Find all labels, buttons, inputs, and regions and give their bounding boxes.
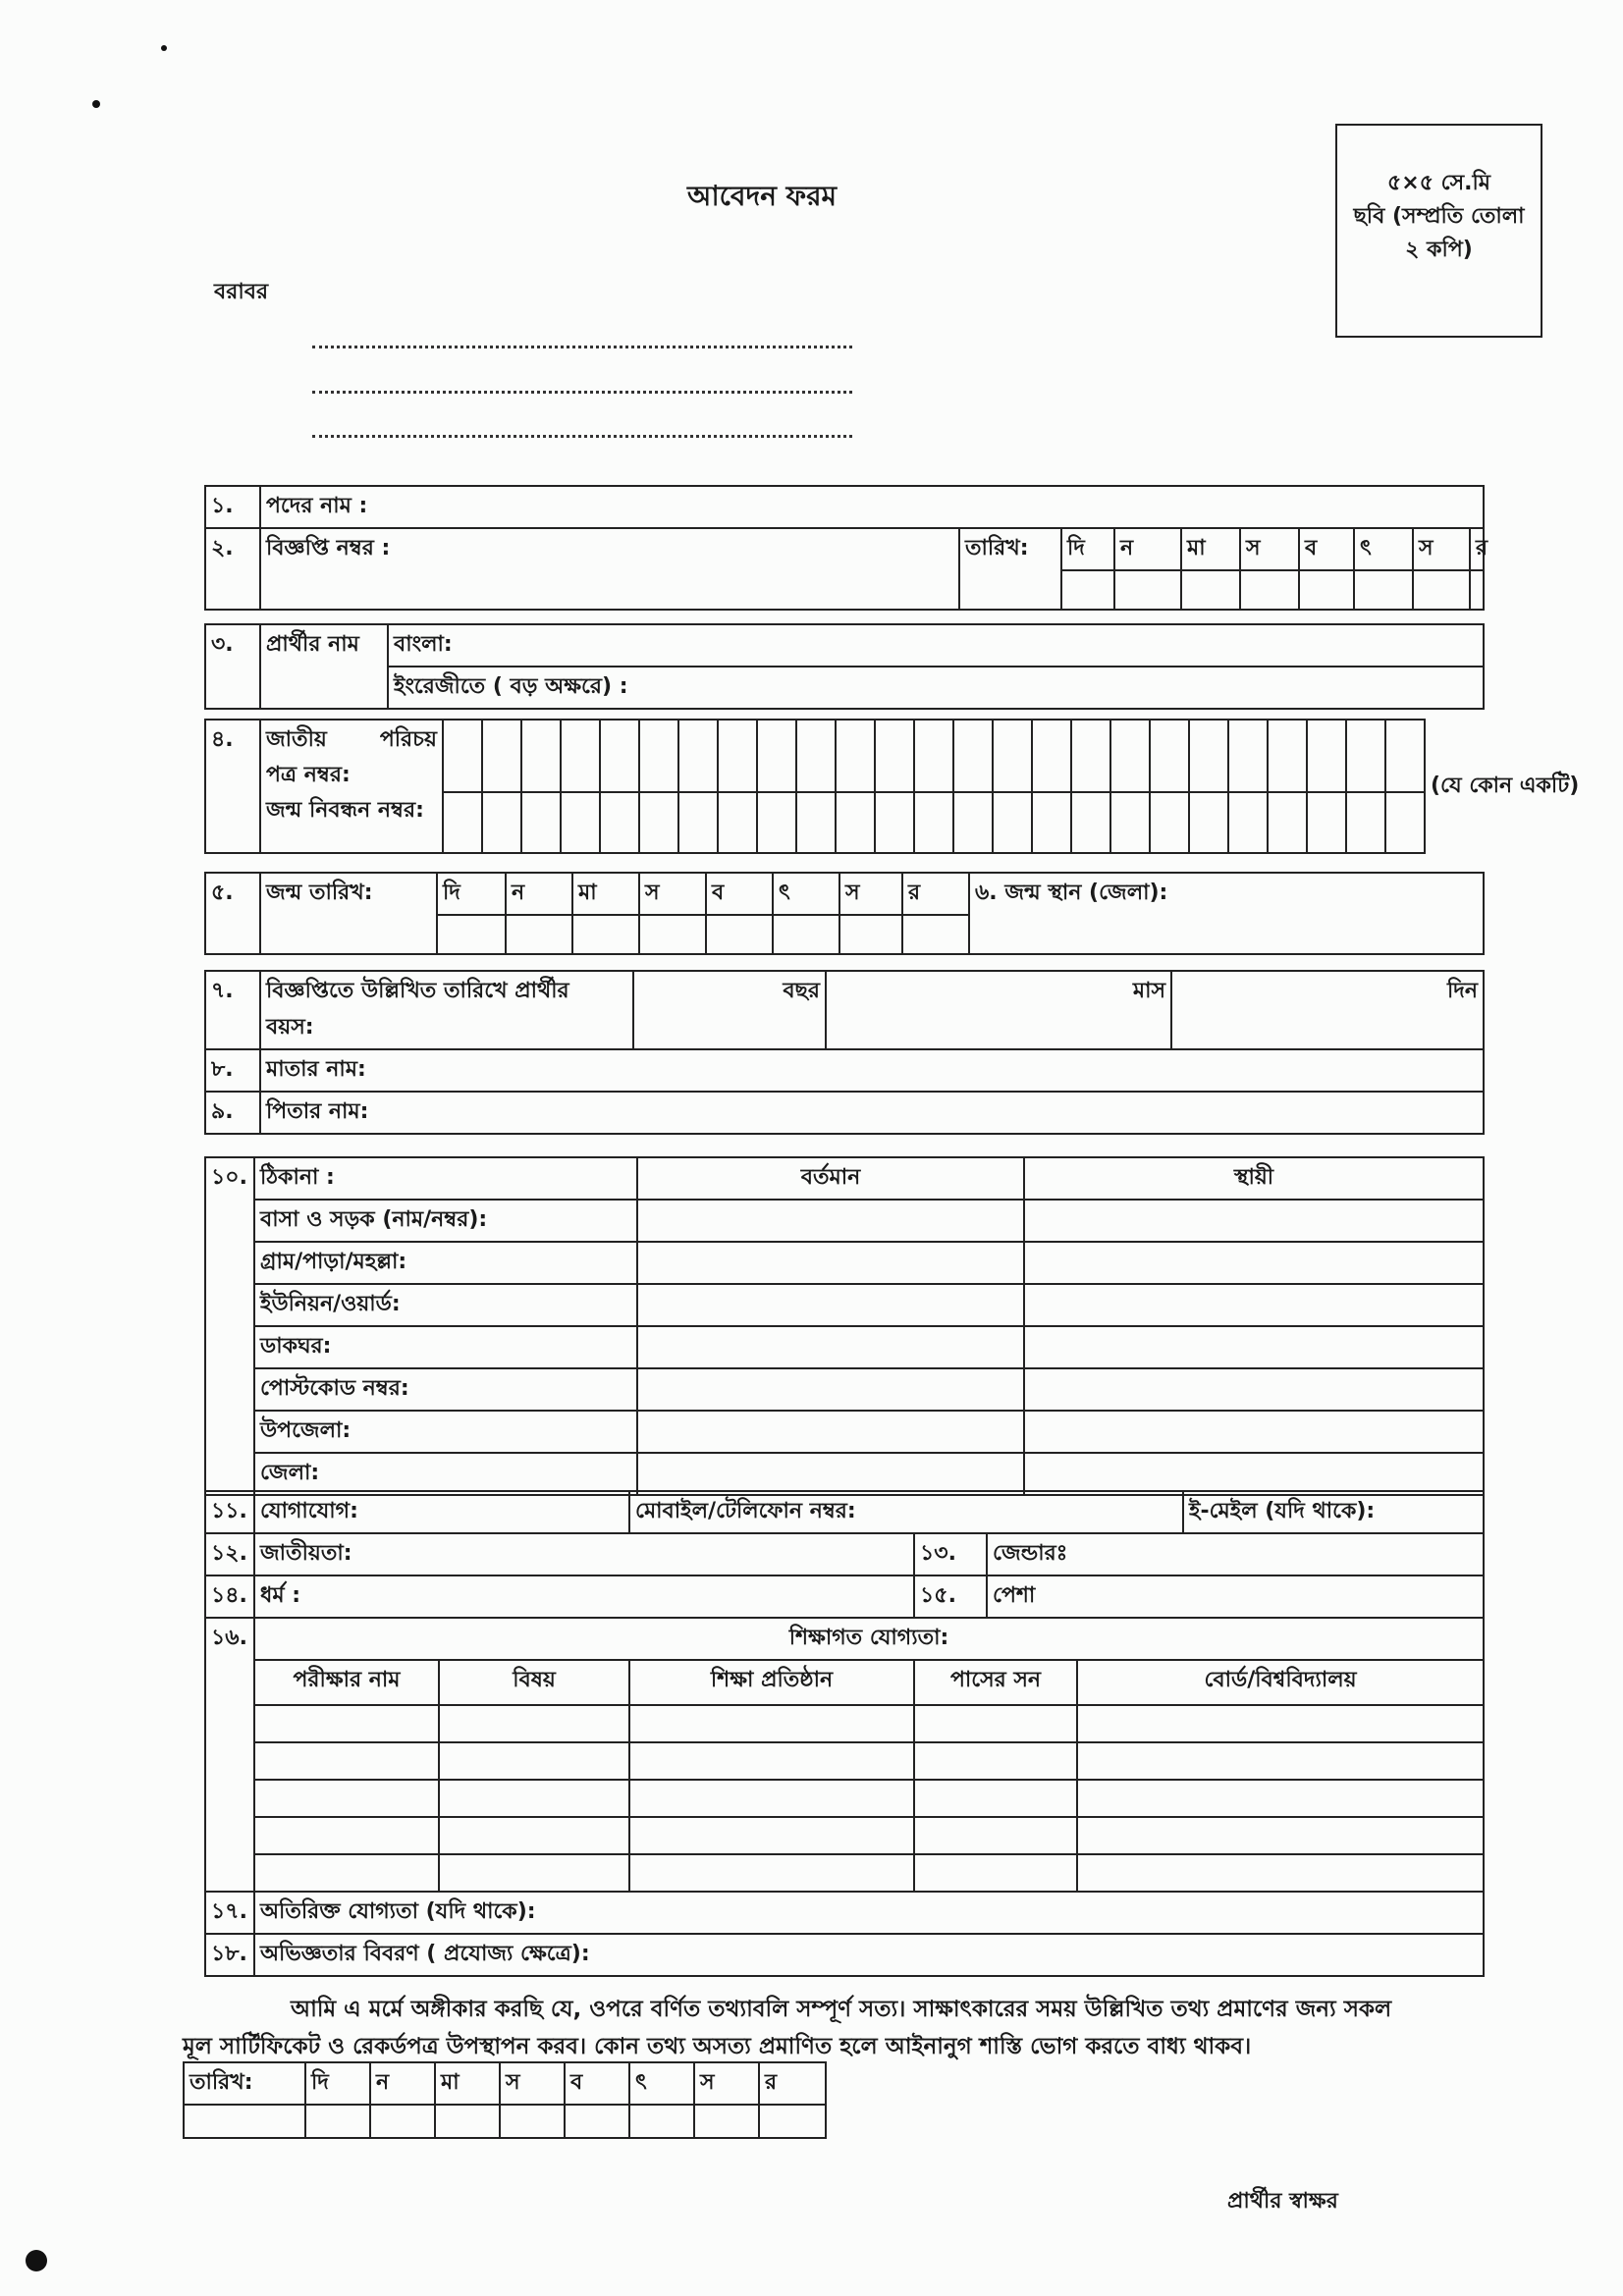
- nid-digit-cell[interactable]: [600, 720, 639, 792]
- birth-reg-digit-cell[interactable]: [1228, 792, 1268, 853]
- date-input-cell[interactable]: [694, 2105, 759, 2138]
- date-letter: ৎ: [629, 2062, 694, 2105]
- date-letter: মা: [572, 873, 639, 915]
- date-letter: স: [639, 873, 706, 915]
- education-cell[interactable]: [1077, 1705, 1484, 1742]
- id-label-word2: পরিচয়: [379, 727, 437, 752]
- birth-reg-digit-cell[interactable]: [639, 792, 678, 853]
- address-row-label: উপজেলা:: [254, 1411, 637, 1453]
- education-cell[interactable]: [439, 1780, 629, 1817]
- education-cell[interactable]: [629, 1705, 914, 1742]
- present-address-input[interactable]: [637, 1453, 1024, 1495]
- address-row-label: ইউনিয়ন/ওয়ার্ড:: [254, 1284, 637, 1326]
- field-16-number: ১৬.: [205, 1618, 254, 1892]
- signature-label: প্রার্থীর স্বাক্ষর: [1227, 2189, 1338, 2214]
- email-field[interactable]: [1183, 1491, 1484, 1533]
- date-letter: স: [694, 2062, 759, 2105]
- nid-digit-cell[interactable]: [639, 720, 678, 792]
- nid-digit-cell[interactable]: [1150, 720, 1189, 792]
- date-letter: ব: [1299, 528, 1354, 570]
- gender-label: জেন্ডারঃ: [993, 1541, 1068, 1566]
- birth-reg-digit-cell[interactable]: [482, 792, 521, 853]
- date-input-cell[interactable]: [565, 2105, 629, 2138]
- name-english-label: ইংরেজীতে ( বড় অক্ষরে) :: [394, 674, 628, 699]
- ink-dot: [161, 45, 167, 51]
- date-letter: মা: [435, 2062, 500, 2105]
- date-input-cell[interactable]: [572, 915, 639, 954]
- form-title: আবেদন ফরম: [687, 180, 838, 212]
- id-label: [260, 720, 443, 853]
- photo-size-label: ৫×৫ সে.মি: [1387, 171, 1490, 195]
- nid-digit-cell[interactable]: [1268, 720, 1307, 792]
- birth-reg-digit-cell[interactable]: [914, 792, 953, 853]
- father-name-label: পিতার নাম:: [266, 1099, 369, 1124]
- birth-reg-digit-cell[interactable]: [443, 792, 482, 853]
- name-english-field[interactable]: [388, 667, 1484, 709]
- education-cell[interactable]: [914, 1742, 1077, 1780]
- birth-reg-digit-cell[interactable]: [1110, 792, 1150, 853]
- field-11-number: ১১.: [205, 1491, 254, 1533]
- date-input-cell[interactable]: [902, 915, 969, 954]
- mother-name-field[interactable]: [260, 1049, 1484, 1092]
- field-1-number: ১.: [205, 486, 260, 528]
- date-letter: ব: [565, 2062, 629, 2105]
- address-row-label: ডাকঘর:: [254, 1326, 637, 1368]
- birth-place-field[interactable]: [969, 873, 1484, 954]
- date-input-cell[interactable]: [706, 915, 773, 954]
- email-label: ই-মেইল (যদি থাকে):: [1189, 1499, 1376, 1523]
- date-input-cell[interactable]: [1354, 570, 1413, 610]
- birth-reg-digit-cell[interactable]: [875, 792, 914, 853]
- birth-reg-digit-cell[interactable]: [1071, 792, 1110, 853]
- contact-label: যোগাযোগ:: [254, 1491, 629, 1533]
- declaration-date-table: [183, 2061, 827, 2139]
- education-cell[interactable]: [254, 1780, 439, 1817]
- date-letter: র: [902, 873, 969, 915]
- field-3-number: ৩.: [205, 624, 260, 709]
- date-input-cell[interactable]: [506, 915, 572, 954]
- extra-qualification-field[interactable]: [254, 1892, 1484, 1934]
- applicant-name-table: [204, 623, 1485, 710]
- education-cell[interactable]: [914, 1780, 1077, 1817]
- present-address-input[interactable]: [637, 1326, 1024, 1368]
- field-10-number: ১০.: [205, 1157, 254, 1495]
- mobile-label: মোবাইল/টেলিফোন নম্বর:: [635, 1499, 856, 1523]
- birth-reg-digit-cell[interactable]: [1150, 792, 1189, 853]
- education-cell[interactable]: [1077, 1742, 1484, 1780]
- nid-digit-cell[interactable]: [561, 720, 600, 792]
- date-input-cell[interactable]: [1114, 570, 1181, 610]
- permanent-address-input[interactable]: [1024, 1411, 1484, 1453]
- addressee-line-1[interactable]: [312, 346, 852, 348]
- experience-field[interactable]: [254, 1934, 1484, 1976]
- date-input-cell[interactable]: [1413, 570, 1470, 610]
- permanent-address-input[interactable]: [1024, 1284, 1484, 1326]
- ink-dot: [92, 100, 100, 108]
- age-month-field[interactable]: [826, 971, 1171, 1049]
- date-letter: ন: [370, 2062, 435, 2105]
- nid-digit-cell[interactable]: [1071, 720, 1110, 792]
- address-row-label: জেলা:: [254, 1453, 637, 1495]
- ink-dot: [26, 2250, 47, 2271]
- nationality-label: জাতীয়তা:: [260, 1541, 352, 1566]
- date-letter: দি: [1061, 528, 1114, 570]
- nid-digit-cell[interactable]: [1032, 720, 1071, 792]
- field-13-number: ১৩.: [914, 1533, 987, 1575]
- nid-digit-cell[interactable]: [718, 720, 757, 792]
- birth-reg-digit-cell[interactable]: [1189, 792, 1228, 853]
- date-letter: স: [500, 2062, 565, 2105]
- nid-digit-cell[interactable]: [521, 720, 561, 792]
- birth-reg-digit-cell[interactable]: [796, 792, 836, 853]
- education-cell[interactable]: [914, 1817, 1077, 1854]
- age-year-field[interactable]: [633, 971, 826, 1049]
- birth-reg-digit-cell[interactable]: [953, 792, 993, 853]
- date-input-cell[interactable]: [773, 915, 839, 954]
- nid-digit-cell[interactable]: [796, 720, 836, 792]
- nid-digit-cell[interactable]: [757, 720, 796, 792]
- nid-digit-cell[interactable]: [1385, 720, 1425, 792]
- permanent-address-input[interactable]: [1024, 1368, 1484, 1411]
- education-column-header: বিষয়: [439, 1660, 629, 1705]
- age-label: [260, 971, 633, 1049]
- birth-reg-label: জন্ম নিবন্ধন নম্বর:: [266, 798, 424, 823]
- extra-qualification-label: অতিরিক্ত যোগ্যতা (যদি থাকে):: [260, 1899, 536, 1924]
- birth-reg-digit-cell[interactable]: [718, 792, 757, 853]
- birth-reg-digit-cell[interactable]: [836, 792, 875, 853]
- circular-number-label: বিজ্ঞপ্তি নম্বর :: [266, 536, 391, 561]
- permanent-address-header: স্থায়ী: [1024, 1157, 1484, 1200]
- date-input-cell[interactable]: [437, 915, 506, 954]
- present-address-input[interactable]: [637, 1284, 1024, 1326]
- education-column-header: পাসের সন: [914, 1660, 1077, 1705]
- nid-digit-cell[interactable]: [836, 720, 875, 792]
- applicant-name-label: প্রার্থীর নাম: [260, 624, 388, 709]
- address-row-label: গ্রাম/পাড়া/মহল্লা:: [254, 1242, 637, 1284]
- date-input-cell[interactable]: [839, 915, 902, 954]
- field-15-number: ১৫.: [914, 1575, 987, 1618]
- age-parents-table: [204, 970, 1485, 1135]
- photo-desc-label: ছবি (সম্প্রতি তোলা: [1353, 204, 1525, 229]
- permanent-address-input[interactable]: [1024, 1326, 1484, 1368]
- education-cell[interactable]: [254, 1705, 439, 1742]
- occupation-label: পেশা: [993, 1583, 1036, 1608]
- education-cell[interactable]: [629, 1854, 914, 1892]
- religion-label: ধর্ম :: [260, 1583, 301, 1608]
- date-letter: স: [1413, 528, 1470, 570]
- nid-digit-cell[interactable]: [482, 720, 521, 792]
- date-input-cell[interactable]: [500, 2105, 565, 2138]
- date-letter: ৎ: [773, 873, 839, 915]
- age-label-line1: বিজ্ঞপ্তিতে উল্লিখিত তারিখে প্রার্থীর: [266, 979, 569, 1003]
- education-cell[interactable]: [914, 1705, 1077, 1742]
- date-input-cell[interactable]: [370, 2105, 435, 2138]
- present-address-input[interactable]: [637, 1242, 1024, 1284]
- address-table: [204, 1156, 1485, 1496]
- date-letter: দি: [437, 873, 506, 915]
- date-input-cell[interactable]: [1181, 570, 1240, 610]
- birth-reg-digit-cell[interactable]: [678, 792, 718, 853]
- nid-digit-cell[interactable]: [1110, 720, 1150, 792]
- birth-date-label: জন্ম তারিখ:: [260, 873, 437, 954]
- date-input-cell[interactable]: [305, 2105, 370, 2138]
- date-letter: ন: [1114, 528, 1181, 570]
- nid-digit-cell[interactable]: [1228, 720, 1268, 792]
- age-label-line2: বয়স:: [266, 1015, 314, 1040]
- birth-reg-digit-cell[interactable]: [1032, 792, 1071, 853]
- date-letter: র: [1470, 528, 1484, 570]
- nationality-field[interactable]: [254, 1533, 914, 1575]
- birth-date-table: [204, 872, 1485, 955]
- addressee-label: বরাবর: [214, 280, 269, 304]
- field-8-number: ৮.: [205, 1049, 260, 1092]
- field-12-number: ১২.: [205, 1533, 254, 1575]
- field-18-number: ১৮.: [205, 1934, 254, 1976]
- religion-field[interactable]: [254, 1575, 914, 1618]
- addressee-line-3[interactable]: [312, 435, 852, 438]
- photo-copies-label: ২ কপি): [1405, 238, 1473, 262]
- birth-reg-digit-cell[interactable]: [561, 792, 600, 853]
- date-input-cell[interactable]: [639, 915, 706, 954]
- circular-date-label: তারিখ:: [959, 528, 1061, 610]
- education-header: শিক্ষাগত যোগ্যতা:: [254, 1618, 1484, 1660]
- address-row-label: পোস্টকোড নম্বর:: [254, 1368, 637, 1411]
- education-cell[interactable]: [254, 1854, 439, 1892]
- name-bangla-field[interactable]: [388, 624, 1484, 667]
- date-input-cell[interactable]: [184, 2105, 305, 2138]
- field-5-number: ৫.: [205, 873, 260, 954]
- present-address-input[interactable]: [637, 1200, 1024, 1242]
- age-day-label: দিন: [1447, 979, 1478, 1003]
- age-year-label: বছর: [783, 979, 820, 1003]
- present-address-input[interactable]: [637, 1368, 1024, 1411]
- nid-digit-cell[interactable]: [443, 720, 482, 792]
- date-letter: ব: [706, 873, 773, 915]
- id-number-table: [204, 719, 1580, 854]
- any-one-note: (যে কোন একটি): [1425, 720, 1562, 853]
- date-input-cell[interactable]: [1299, 570, 1354, 610]
- birth-reg-digit-cell[interactable]: [993, 792, 1032, 853]
- education-column-header: পরীক্ষার নাম: [254, 1660, 439, 1705]
- permanent-address-input[interactable]: [1024, 1453, 1484, 1495]
- education-column-header: শিক্ষা প্রতিষ্ঠান: [629, 1660, 914, 1705]
- present-address-header: বর্তমান: [637, 1157, 1024, 1200]
- father-name-field[interactable]: [260, 1092, 1484, 1134]
- age-month-label: মাস: [1132, 979, 1165, 1003]
- date-letter: স: [1240, 528, 1299, 570]
- experience-label: অভিজ্ঞতার বিবরণ ( প্রযোজ্য ক্ষেত্রে):: [260, 1942, 590, 1966]
- declaration-date-label: তারিখ:: [184, 2062, 305, 2105]
- post-info-table: [204, 485, 1488, 611]
- declaration-text: [183, 1991, 1518, 2065]
- birth-reg-digit-cell[interactable]: [1268, 792, 1307, 853]
- name-bangla-label: বাংলা:: [394, 632, 453, 657]
- date-input-cell[interactable]: [629, 2105, 694, 2138]
- date-input-cell[interactable]: [759, 2105, 826, 2138]
- birth-reg-digit-cell[interactable]: [1385, 792, 1425, 853]
- declaration-line-2: মূল সার্টিফিকেট ও রেকর্ডপত্র উপস্থাপন করব। কোন তথ্য অসত্য প্রমাণিত হলে আইনানুগ শাস্তি ভোগ করতে বাধ্য থাকব।: [183, 2034, 1252, 2059]
- birth-reg-digit-cell[interactable]: [1307, 792, 1346, 853]
- nid-digit-cell[interactable]: [678, 720, 718, 792]
- education-cell[interactable]: [439, 1705, 629, 1742]
- education-cell[interactable]: [629, 1742, 914, 1780]
- field-14-number: ১৪.: [205, 1575, 254, 1618]
- education-cell[interactable]: [629, 1817, 914, 1854]
- date-letter: ন: [506, 873, 572, 915]
- birth-reg-digit-cell[interactable]: [757, 792, 796, 853]
- gender-field[interactable]: [987, 1533, 1484, 1575]
- occupation-field[interactable]: [987, 1575, 1484, 1618]
- present-address-input[interactable]: [637, 1411, 1024, 1453]
- contact-education-table: [204, 1490, 1485, 1977]
- nid-digit-cell[interactable]: [1346, 720, 1385, 792]
- declaration-line-1: আমি এ মর্মে অঙ্গীকার করছি যে, ওপরে বর্ণিত তথ্যাবলি সম্পূর্ণ সত্য। সাক্ষাৎকারের সময় উল্লিখিত তথ্য প্রমাণের জন্য সকল: [291, 1997, 1392, 2022]
- education-cell[interactable]: [254, 1817, 439, 1854]
- field-9-number: ৯.: [205, 1092, 260, 1134]
- field-2-number: ২.: [205, 528, 260, 610]
- field-4-number: ৪.: [205, 720, 260, 853]
- permanent-address-input[interactable]: [1024, 1200, 1484, 1242]
- addressee-line-2[interactable]: [312, 391, 852, 394]
- date-input-cell[interactable]: [1240, 570, 1299, 610]
- age-day-field[interactable]: [1171, 971, 1484, 1049]
- post-name-field[interactable]: [260, 486, 1484, 528]
- education-column-header: বোর্ড/বিশ্ববিদ্যালয়: [1077, 1660, 1484, 1705]
- nid-digit-cell[interactable]: [993, 720, 1032, 792]
- nid-digit-cell[interactable]: [875, 720, 914, 792]
- education-cell[interactable]: [1077, 1854, 1484, 1892]
- photo-box[interactable]: [1335, 124, 1542, 338]
- address-row-label: বাসা ও সড়ক (নাম/নম্বর):: [254, 1200, 637, 1242]
- date-letter: স: [839, 873, 902, 915]
- date-input-cell[interactable]: [1061, 570, 1114, 610]
- permanent-address-input[interactable]: [1024, 1242, 1484, 1284]
- address-label: ঠিকানা :: [254, 1157, 637, 1200]
- education-cell[interactable]: [439, 1742, 629, 1780]
- education-cell[interactable]: [439, 1817, 629, 1854]
- nid-digit-cell[interactable]: [914, 720, 953, 792]
- date-letter: দি: [305, 2062, 370, 2105]
- nid-digit-cell[interactable]: [953, 720, 993, 792]
- education-cell[interactable]: [439, 1854, 629, 1892]
- birth-place-label: ৬. জন্ম স্থান (জেলা):: [975, 881, 1168, 905]
- date-letter: মা: [1181, 528, 1240, 570]
- date-input-cell[interactable]: [1470, 570, 1484, 610]
- birth-reg-digit-cell[interactable]: [1346, 792, 1385, 853]
- date-input-cell[interactable]: [435, 2105, 500, 2138]
- nid-digit-cell[interactable]: [1307, 720, 1346, 792]
- education-cell[interactable]: [1077, 1780, 1484, 1817]
- id-label-line1: [266, 722, 437, 758]
- post-name-label: পদের নাম :: [266, 494, 368, 518]
- nid-digit-cell[interactable]: [1189, 720, 1228, 792]
- mobile-field[interactable]: [629, 1491, 1183, 1533]
- mother-name-label: মাতার নাম:: [266, 1057, 366, 1082]
- education-cell[interactable]: [1077, 1817, 1484, 1854]
- date-letter: ৎ: [1354, 528, 1413, 570]
- circular-number-field[interactable]: [260, 528, 959, 610]
- field-17-number: ১৭.: [205, 1892, 254, 1934]
- id-label-word1: জাতীয়: [266, 727, 327, 752]
- birth-reg-digit-cell[interactable]: [600, 792, 639, 853]
- birth-reg-digit-cell[interactable]: [521, 792, 561, 853]
- date-letter: র: [759, 2062, 826, 2105]
- education-cell[interactable]: [254, 1742, 439, 1780]
- education-cell[interactable]: [629, 1780, 914, 1817]
- nid-label: পত্র নম্বর:: [266, 763, 351, 787]
- field-7-number: ৭.: [205, 971, 260, 1049]
- education-cell[interactable]: [914, 1854, 1077, 1892]
